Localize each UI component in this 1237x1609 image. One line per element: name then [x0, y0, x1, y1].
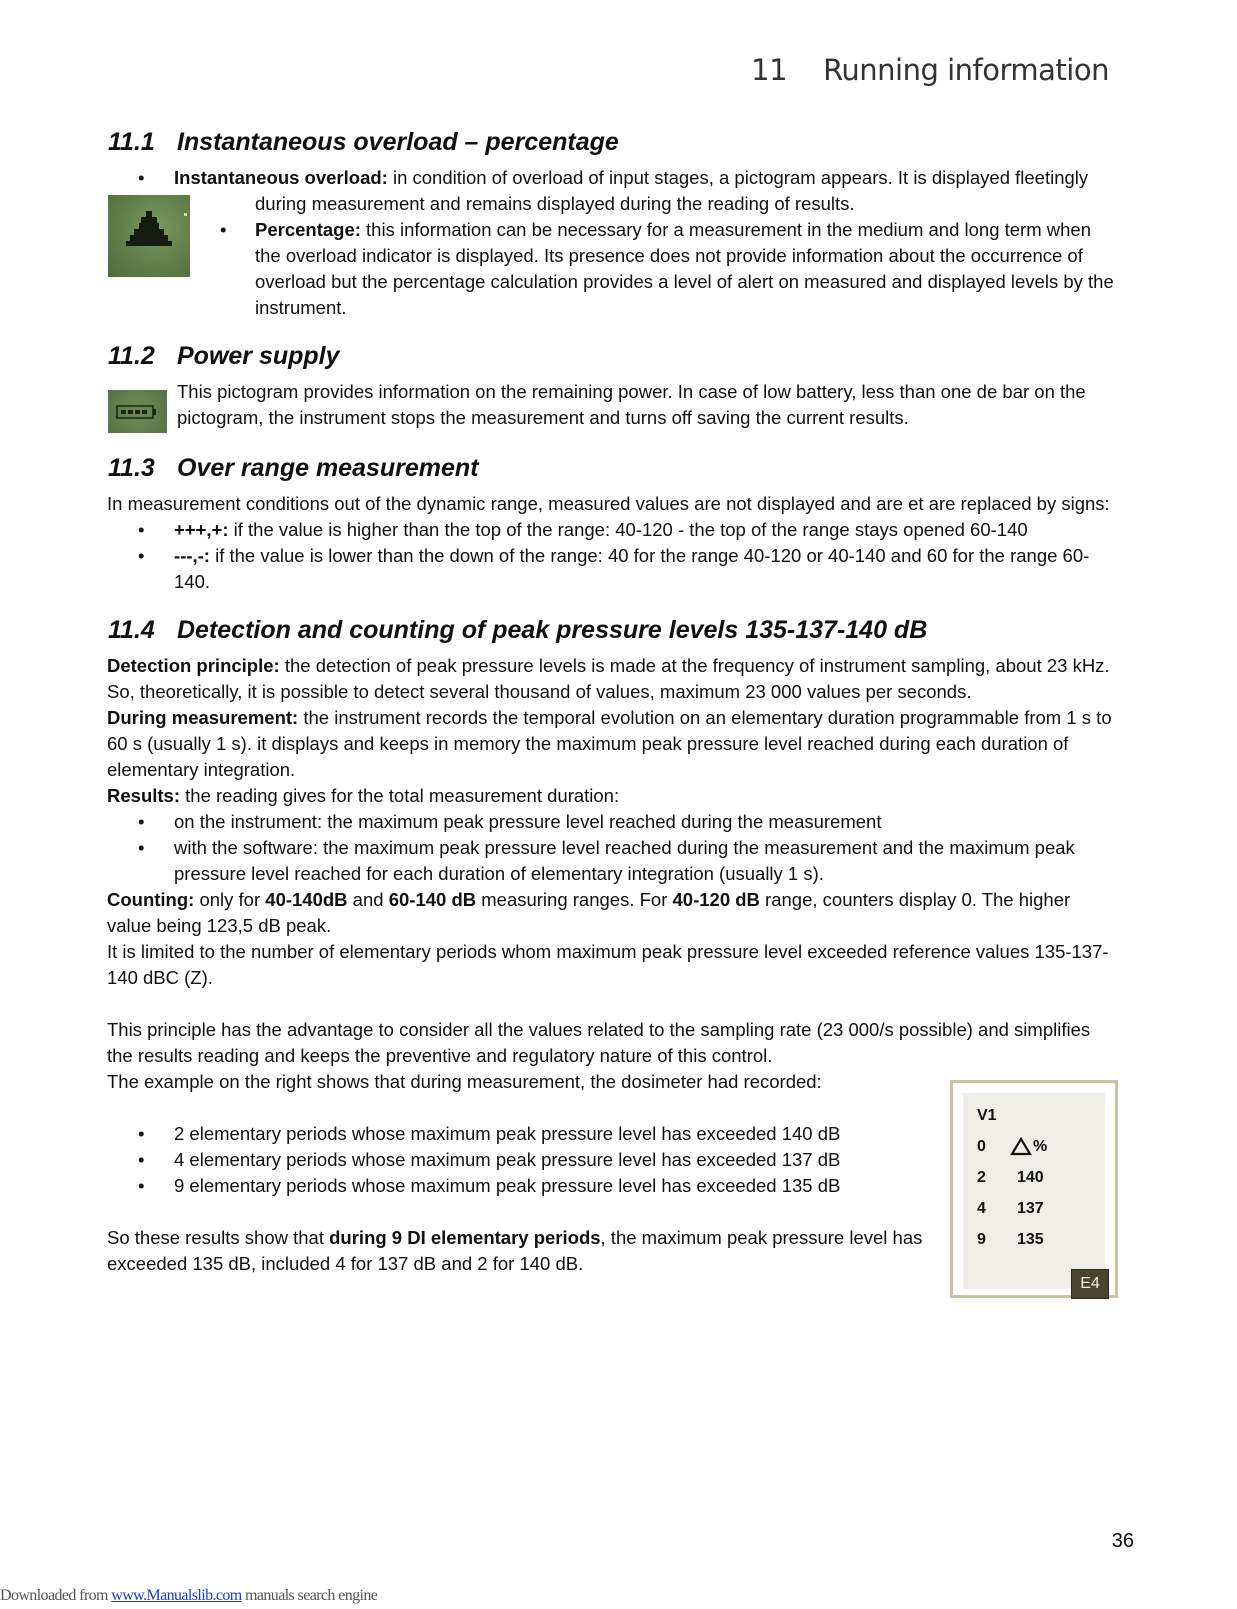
counting-label: Counting:	[107, 889, 195, 910]
overload-label: Instantaneous overload:	[174, 167, 388, 188]
bullet: •	[138, 167, 145, 188]
example-bullet-1: 2 elementary periods whose maximum peak pressure level has exceeded 140 dB	[174, 1123, 841, 1144]
during-line-1	[107, 705, 1112, 731]
row-3-value: 135	[1017, 1231, 1044, 1248]
bullet: •	[138, 545, 145, 566]
results-bullet-2-line-1: with the software: the maximum peak pressure level reached during the measurement and the maximum peak	[174, 837, 1075, 858]
detection-line-1	[107, 653, 1110, 679]
row-1-count: 2	[977, 1169, 986, 1186]
overload-pictogram	[108, 195, 190, 277]
power-text-line-1: This pictogram provides information on the remaining power. In case of low battery, less than one de bar on the	[177, 381, 1086, 402]
chapter-number: 11	[751, 53, 788, 87]
conclusion-line-1	[107, 1225, 922, 1251]
dosimeter-display	[963, 1093, 1105, 1292]
example-bullet-3: 9 elementary periods whose maximum peak pressure level has exceeded 135 dB	[174, 1175, 841, 1196]
counting-text: range, counters display 0. The higher	[759, 889, 1071, 910]
section-11-2-heading	[108, 340, 340, 372]
bullet: •	[138, 837, 145, 858]
counting-text: and	[347, 889, 389, 910]
footer-prefix: Downloaded from	[0, 1587, 112, 1604]
overload-bullet-line-2: during measurement and remains displayed during the reading of results.	[255, 193, 855, 214]
chapter-name: Running information	[823, 53, 1109, 87]
results-bullet-2-line-2: pressure level reached for each duration of elementary integration (usually 1 s).	[174, 863, 824, 884]
results-label: Results:	[107, 785, 180, 806]
section-title: Power supply	[177, 342, 340, 370]
bullet: •	[138, 811, 145, 832]
section-number: 11.3	[108, 454, 155, 482]
conclusion-text: So these results show that	[107, 1227, 330, 1248]
section-11-3-heading	[108, 452, 479, 484]
percentage-bullet-line-3: overload but the percentage calculation provides a level of alert on measured and displayed levels by the	[255, 271, 1114, 292]
overrange-intro: In measurement conditions out of the dynamic range, measured values are not displayed and are et are replaced by signs:	[107, 493, 1110, 514]
overload-text: in condition of overload of input stages, a pictogram appears. It is displayed fleetingly	[387, 167, 1089, 188]
low-sign-label: ---,-:	[174, 545, 210, 566]
screen-title: V1	[977, 1107, 997, 1124]
results-line	[107, 783, 619, 809]
bullet: •	[220, 219, 227, 240]
bullet: •	[138, 1175, 145, 1196]
section-title: Detection and counting of peak pressure levels 135-137-140 dB	[177, 616, 928, 644]
limited-line-2: 140 dBC (Z).	[107, 967, 213, 988]
percentage-bullet-line-4: instrument.	[255, 297, 347, 318]
principle-line-2: the results reading and keeps the preventive and regulatory nature of this control.	[107, 1045, 773, 1066]
footer-suffix: manuals search engine	[241, 1587, 378, 1604]
during-line-2: 60 s (usually 1 s). it displays and keeps in memory the maximum peak pressure level reached during each duration of	[107, 733, 1069, 754]
battery-icon	[108, 390, 167, 433]
principle-line-1: This principle has the advantage to consider all the values related to the sampling rate (23 000/s possible) and simplifies	[107, 1019, 1091, 1040]
page-number: 36	[1111, 1530, 1134, 1552]
bullet: •	[138, 1123, 145, 1144]
overrange-low-line-1	[174, 543, 1089, 569]
row-3-count: 9	[977, 1231, 986, 1248]
footer-link[interactable]: www.Manualslib.com	[111, 1587, 242, 1604]
row-2-value: 137	[1017, 1200, 1044, 1217]
screen-badge: E4	[1071, 1269, 1109, 1299]
counting-line-1	[107, 887, 1070, 913]
detection-line-2: So, theoretically, it is possible to detect several thousand of values, maximum 23 000 values per seconds.	[107, 681, 972, 702]
percentage-text: this information can be necessary for a measurement in the medium and long term when	[360, 219, 1091, 240]
overrange-low-line-2: 140.	[174, 571, 211, 592]
row-1-value: 140	[1017, 1169, 1044, 1186]
example-intro: The example on the right shows that during measurement, the dosimeter had recorded:	[107, 1071, 822, 1092]
detection-label: Detection principle:	[107, 655, 280, 676]
high-sign-text: if the value is higher than the top of the range: 40-120 - the top of the range stays opened 60-140	[228, 519, 1028, 540]
footer	[0, 1583, 377, 1609]
detection-text: the detection of peak pressure levels is made at the frequency of instrument sampling, about 23 kHz.	[279, 655, 1110, 676]
row-2-count: 4	[977, 1200, 986, 1217]
overrange-high-line	[174, 517, 1028, 543]
during-label: During measurement:	[107, 707, 299, 728]
section-title: Over range measurement	[177, 454, 479, 482]
range-40-120: 40-120 dB	[672, 889, 760, 910]
bullet: •	[138, 519, 145, 540]
during-line-3: elementary integration.	[107, 759, 296, 780]
counting-text: measuring ranges. For	[476, 889, 673, 910]
row-0-count: 0	[977, 1138, 986, 1155]
results-bullet-1: on the instrument: the maximum peak pressure level reached during the measurement	[174, 811, 882, 832]
during-text: the instrument records the temporal evolution on an elementary duration programmable from 1 s to	[298, 707, 1112, 728]
conclusion-line-2: exceeded 135 dB, included 4 for 137 dB and 2 for 140 dB.	[107, 1253, 584, 1274]
percentage-label: Percentage:	[255, 219, 361, 240]
range-40-140: 40-140dB	[265, 889, 348, 910]
section-11-1-heading	[108, 126, 619, 158]
bullet: •	[138, 1149, 145, 1170]
counting-text: only for	[194, 889, 266, 910]
overload-bullet-line-1	[174, 165, 1088, 191]
triangle-icon	[1010, 1137, 1032, 1156]
battery-pictogram	[108, 390, 167, 433]
conclusion-emphasis: during 9 DI elementary periods	[329, 1227, 601, 1248]
section-number: 11.1	[108, 128, 155, 156]
section-number: 11.4	[108, 616, 155, 644]
percentage-bullet-line-1	[255, 217, 1091, 243]
counting-line-2: value being 123,5 dB peak.	[107, 915, 332, 936]
overload-icon	[108, 195, 190, 277]
conclusion-text: , the maximum peak pressure level has	[600, 1227, 923, 1248]
dosimeter-screen	[950, 1080, 1118, 1298]
limited-line-1: It is limited to the number of elementary periods whom maximum peak pressure level exceeded reference values 135-137-	[107, 941, 1109, 962]
section-11-4-heading	[108, 614, 927, 646]
example-bullet-2: 4 elementary periods whose maximum peak pressure level has exceeded 137 dB	[174, 1149, 841, 1170]
section-number: 11.2	[108, 342, 155, 370]
low-sign-text: if the value is lower than the down of the range: 40 for the range 40-120 or 40-140 and 60 for the range 60-	[209, 545, 1090, 566]
section-title: Instantaneous overload – percentage	[177, 128, 619, 156]
high-sign-label: +++,+:	[174, 519, 229, 540]
row-0-value: %	[1033, 1138, 1048, 1155]
range-60-140: 60-140 dB	[388, 889, 477, 910]
chapter-title	[751, 50, 1109, 90]
results-text: the reading gives for the total measurement duration:	[180, 785, 620, 806]
power-text-line-2: pictogram, the instrument stops the measurement and turns off saving the current results.	[177, 407, 909, 428]
percentage-bullet-line-2: the overload indicator is displayed. Its presence does not provide information about the occurrence of	[255, 245, 1083, 266]
